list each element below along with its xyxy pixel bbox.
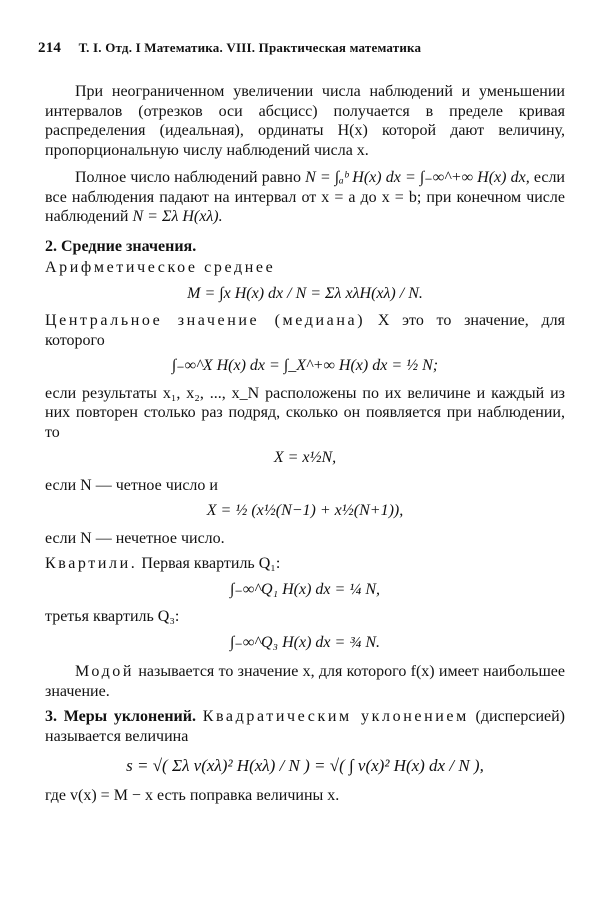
formula-total-count: N = ∫ₐᵇ H(x) dx = ∫₋∞^+∞ H(x) dx, <box>305 169 530 186</box>
third-quartile-text: третья квартиль Q₃: <box>45 608 180 625</box>
section-3-title: 3. Меры уклонений. <box>45 708 196 725</box>
running-title: Т. I. Отд. I Математика. VIII. Практическая математика <box>78 40 422 55</box>
formula-median: ∫₋∞^X H(x) dx = ∫_X^+∞ H(x) dx = ½ N; <box>171 357 439 374</box>
paragraph-median <box>45 311 565 350</box>
paragraph-quartiles <box>45 554 565 574</box>
page-number: 214 <box>38 40 62 56</box>
paragraph-deviation <box>45 707 565 746</box>
paragraph-total-count <box>45 168 565 227</box>
mode-label: Модой <box>75 663 135 680</box>
text-even-case: если N — четное число и <box>45 476 218 494</box>
quadratic-deviation-rest: (дисперсией) называется величина <box>45 708 565 745</box>
text-correction: где v(x) = M − x есть поправка величины x. <box>45 786 340 804</box>
quartiles-label: Квартили. <box>45 555 138 572</box>
text-odd-case: если N — нечетное число. <box>45 529 225 547</box>
running-header <box>38 40 558 57</box>
paragraph-distribution-curve: При неограниченном увеличении числа наблюдений и уменьшении интервалов (отрезков оси абсцисс) получается в пределе кривая распределения (идеальная), ординаты H(x) которой дают величину, пропорциональную числу наблюдений числа x. <box>45 83 565 159</box>
total-count-lead: Полное число наблюдений равно <box>75 169 301 186</box>
formula-standard-deviation: s = √( Σλ v(xλ)² H(xλ) / N ) = √( ∫ v(x)² H(x) dx / N ), <box>126 756 484 775</box>
formula-median-even: X = x½N, <box>273 449 337 466</box>
formula-third-quartile: ∫₋∞^Q₃ H(x) dx = ¾ N. <box>230 633 380 651</box>
formula-median-odd: X = ½ (x½(N−1) + x½(N+1)), <box>206 502 404 519</box>
section-2-title: 2. Средние значения. <box>45 237 197 255</box>
paragraph-mode <box>45 662 565 701</box>
mode-definition: называется то значение x, для которого f(x) имеет наибольшее значение. <box>45 663 566 700</box>
formula-arithmetic-mean: M = ∫x H(x) dx / N = Σλ xλH(xλ) / N. <box>187 284 423 302</box>
formula-finite-count: N = Σλ H(xλ). <box>132 208 223 225</box>
total-count-continuation: если все наблюдения падают на интервал от x = a до x = b; при конечном числе наблюдений <box>45 169 565 225</box>
arithmetic-mean-label: Арифметическое среднее <box>45 259 276 276</box>
paragraph-ordered-results: если результаты x₁, x₂, ..., x_N расположены по их величине и каждый из них повторен столько раз подряд, сколько он появляется при наблюдении, то <box>45 384 565 441</box>
median-intro: X это то значение, для которого <box>45 312 566 349</box>
median-label: Центральное значение (медиана) <box>45 312 366 329</box>
first-quartile-text: Первая квартиль Q₁: <box>141 555 281 572</box>
formula-first-quartile: ∫₋∞^Q₁ H(x) dx = ¼ N, <box>230 580 380 598</box>
quadratic-deviation-label: Квадратическим уклонением <box>202 708 469 725</box>
page-body <box>45 82 565 811</box>
